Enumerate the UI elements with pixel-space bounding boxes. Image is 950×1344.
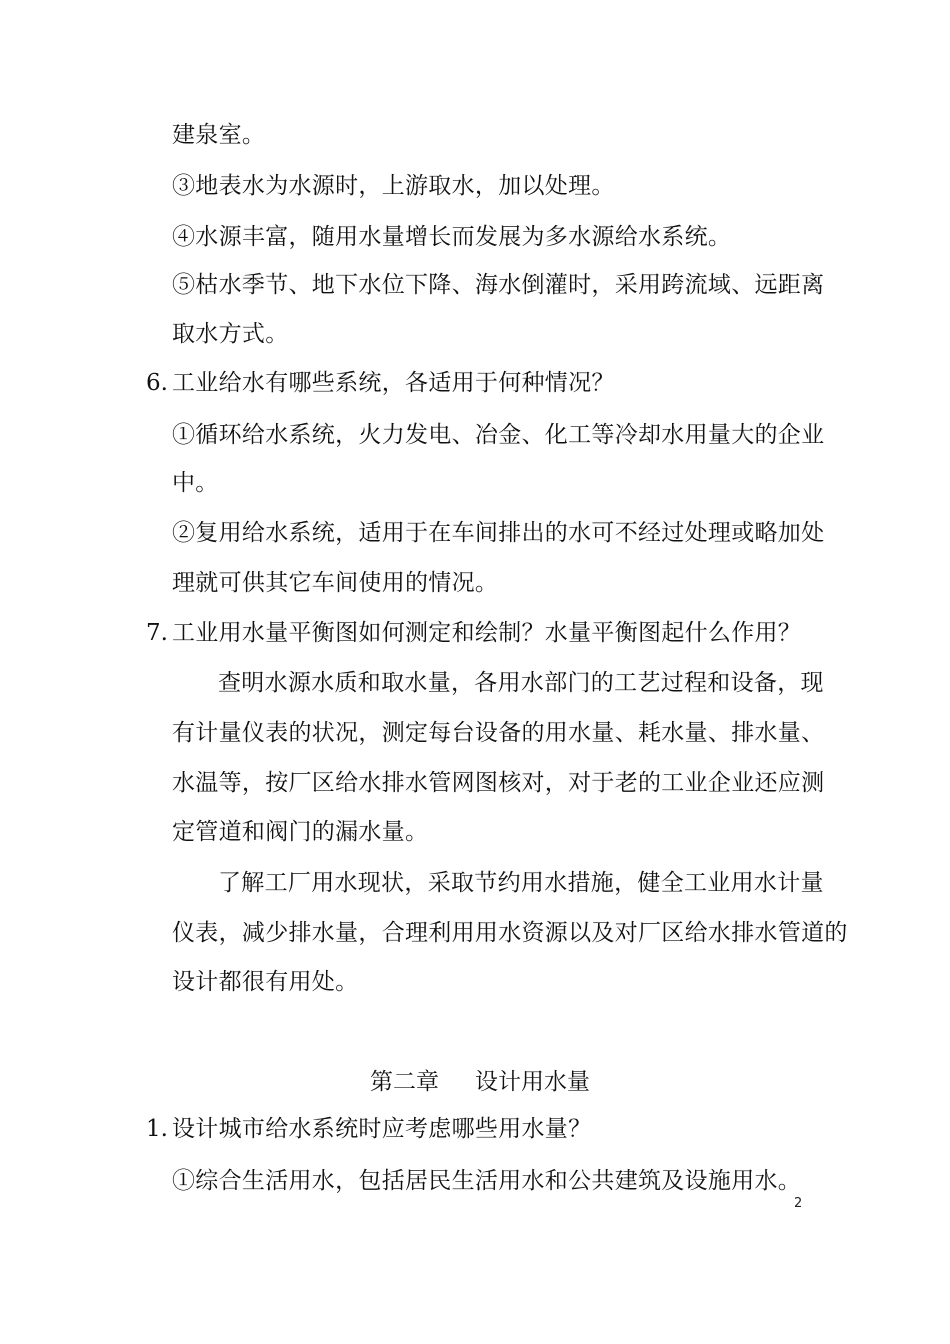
text-line: 查明水源水质和取水量，各用水部门的工艺过程和设备，现 [218,670,824,696]
chapter-title: 设计用水量 [475,1069,590,1095]
text-line: ①综合生活用水，包括居民生活用水和公共建筑及设施用水。 [172,1168,802,1194]
text-line: 建泉室。 [172,122,266,148]
text-line: 取水方式。 [172,321,289,347]
text-line: ①循环给水系统，火力发电、冶金、化工等冷却水用量大的企业 [172,422,825,448]
text-line: ③地表水为水源时，上游取水，加以处理。 [172,173,615,199]
page-number: 2 [794,1196,803,1211]
text-line: ④水源丰富，随用水量增长而发展为多水源给水系统。 [172,224,732,250]
text-line: 中。 [172,470,219,496]
chapter-label: 第二章 [370,1069,439,1095]
text-line: 有计量仪表的状况，测定每台设备的用水量、耗水量、排水量、 [172,720,825,746]
question-number: 6. [146,370,168,396]
text-line: 定管道和阀门的漏水量。 [172,819,429,845]
text-line: 了解工厂用水现状，采取节约用水措施，健全工业用水计量 [218,870,824,896]
question-number: 1. [146,1116,168,1142]
text-line: ⑤枯水季节、地下水位下降、海水倒灌时，采用跨流域、远距离 [172,272,825,298]
text-line: 水温等，按厂区给水排水管网图核对，对于老的工业企业还应测 [172,770,825,796]
text-line: 设计都很有用处。 [172,969,359,995]
question-text: 设计城市给水系统时应考虑哪些用水量？ [172,1116,592,1142]
text-line: ②复用给水系统，适用于在车间排出的水可不经过处理或略加处 [172,520,825,546]
text-line: 理就可供其它车间使用的情况。 [172,570,499,596]
chapter-heading [370,1067,590,1097]
text-line: 仪表，减少排水量，合理利用用水资源以及对厂区给水排水管道的 [172,920,848,946]
question-text: 工业给水有哪些系统，各适用于何种情况？ [172,370,615,396]
question-number: 7. [146,620,168,646]
question-text: 工业用水量平衡图如何测定和绘制？水量平衡图起什么作用？ [172,620,802,646]
